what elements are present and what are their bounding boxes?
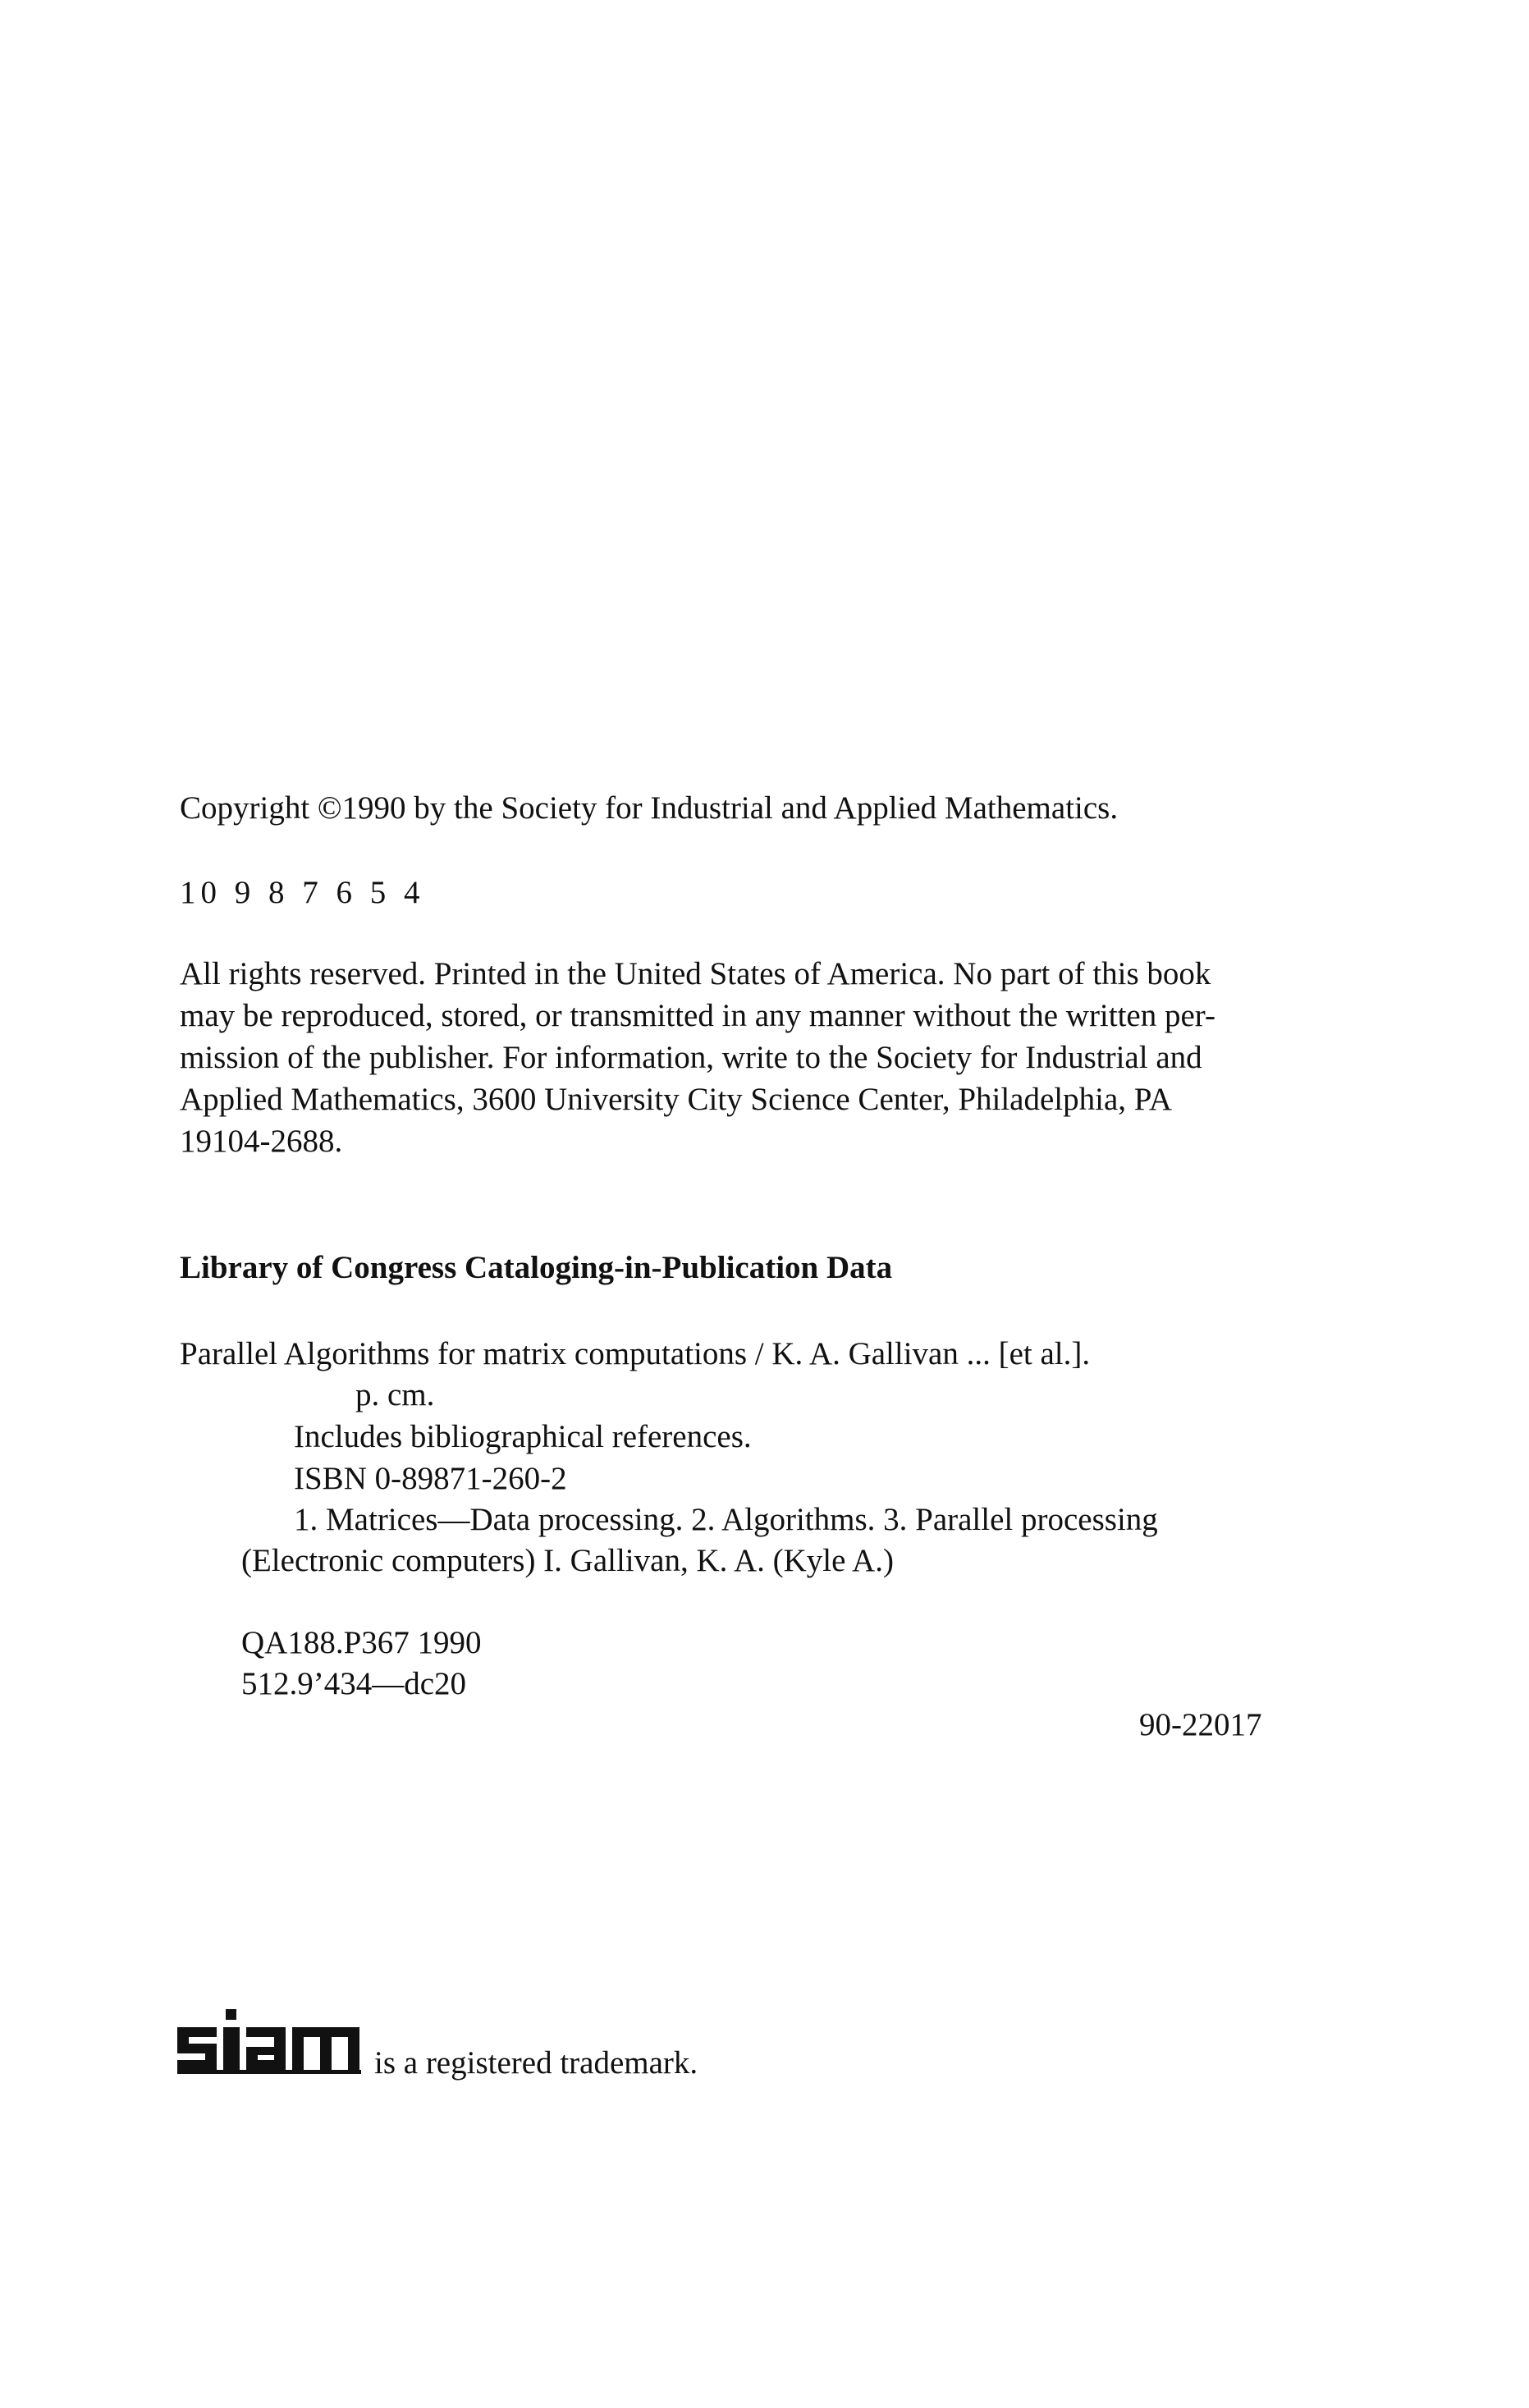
trademark-text: is a registered trademark. [374,2045,698,2081]
copyright-notice: Copyright ©1990 by the Society for Industrial and Applied Mathematics. [180,790,1119,826]
cip-dewey-number: 512.9’434—dc20 [241,1666,467,1701]
rights-line: may be reproduced, stored, or transmitted in any manner without the written per- [180,998,1215,1033]
cip-subjects: 1. Matrices—Data processing. 2. Algorithms. 3. Parallel processing [294,1502,1158,1537]
rights-line: All rights reserved. Printed in the United States of America. No part of this book [180,956,1211,991]
rights-line: mission of the publisher. For information, write to the Society for Industrial and [180,1040,1202,1075]
printing-number-line: 10 9 8 7 6 5 4 [180,875,425,910]
rights-line: 19104-2688. [180,1124,343,1159]
cip-isbn: ISBN 0-89871-260-2 [294,1461,567,1496]
siam-logo [174,2004,364,2076]
cip-pagination: p. cm. [355,1377,435,1412]
cip-call-number: QA188.P367 1990 [241,1625,482,1660]
cip-heading: Library of Congress Cataloging-in-Publication Data [180,1250,893,1285]
cip-lccn: 90-22017 [1139,1707,1262,1742]
rights-line: Applied Mathematics, 3600 University City Science Center, Philadelphia, PA [180,1082,1173,1117]
cip-subjects-continued: (Electronic computers) I. Gallivan, K. A. (Kyle A.) [241,1543,894,1578]
cip-title-line: Parallel Algorithms for matrix computations / K. A. Gallivan ... [et al.]. [180,1336,1091,1371]
cip-notes: Includes bibliographical references. [294,1419,752,1454]
